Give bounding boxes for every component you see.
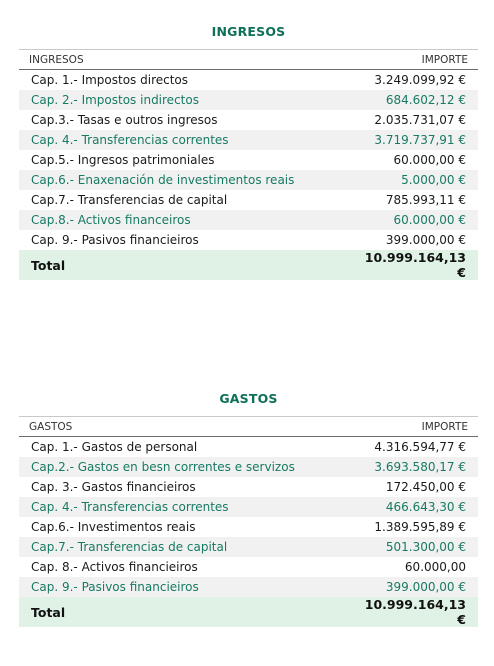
row-amount: 2.035.731,07 € — [349, 110, 478, 130]
row-label: Cap. 3.- Gastos financieiros — [19, 477, 349, 497]
row-amount: 172.450,00 € — [349, 477, 478, 497]
row-amount: 5.000,00 € — [349, 170, 478, 190]
row-label: Cap.7.- Transferencias de capital — [19, 190, 349, 210]
row-amount: 60.000,00 — [349, 557, 478, 577]
column-header-concept: GASTOS — [19, 417, 349, 437]
total-row — [19, 250, 478, 280]
row-amount: 501.300,00 € — [349, 537, 478, 557]
row-label: Cap.6.- Enaxenación de investimentos reais — [19, 170, 349, 190]
row-label: Cap. 2.- Impostos indirectos — [19, 90, 349, 110]
table-row — [19, 210, 478, 230]
row-amount: 1.389.595,89 € — [349, 517, 478, 537]
table-row — [19, 457, 478, 477]
table-header-row — [19, 417, 478, 437]
total-label: Total — [19, 597, 349, 627]
row-amount: 60.000,00 € — [349, 210, 478, 230]
total-label: Total — [19, 250, 349, 280]
total-amount: 10.999.164,13 € — [349, 250, 478, 280]
total-amount: 10.999.164,13 € — [349, 597, 478, 627]
table-row — [19, 190, 478, 210]
ingresos-table — [19, 49, 478, 280]
table-row — [19, 110, 478, 130]
row-amount: 466.643,30 € — [349, 497, 478, 517]
table-row — [19, 130, 478, 150]
row-label: Cap.5.- Ingresos patrimoniales — [19, 150, 349, 170]
table-row — [19, 497, 478, 517]
row-label: Cap. 9.- Pasivos financieiros — [19, 230, 349, 250]
row-amount: 399.000,00 € — [349, 577, 478, 597]
table-row — [19, 230, 478, 250]
gastos-table — [19, 416, 478, 627]
table-row — [19, 517, 478, 537]
table-row — [19, 557, 478, 577]
row-label: Cap. 4.- Transferencias correntes — [19, 130, 349, 150]
row-label: Cap. 4.- Transferencias correntes — [19, 497, 349, 517]
row-amount: 4.316.594,77 € — [349, 437, 478, 458]
row-label: Cap.8.- Activos financeiros — [19, 210, 349, 230]
table-row — [19, 70, 478, 91]
row-label: Cap. 8.- Activos financieiros — [19, 557, 349, 577]
ingresos-section — [19, 23, 478, 280]
table-row — [19, 577, 478, 597]
ingresos-title: INGRESOS — [211, 24, 286, 39]
table-row — [19, 170, 478, 190]
row-amount: 60.000,00 € — [349, 150, 478, 170]
gastos-section — [19, 390, 478, 627]
row-amount: 684.602,12 € — [349, 90, 478, 110]
row-label: Cap. 1.- Impostos directos — [19, 70, 349, 91]
column-header-importe: IMPORTE — [349, 50, 478, 70]
table-header-row — [19, 50, 478, 70]
gastos-title: GASTOS — [219, 391, 278, 406]
table-row — [19, 437, 478, 458]
table-row — [19, 150, 478, 170]
table-row — [19, 90, 478, 110]
row-label: Cap. 9.- Pasivos financieiros — [19, 577, 349, 597]
row-amount: 785.993,11 € — [349, 190, 478, 210]
row-label: Cap. 1.- Gastos de personal — [19, 437, 349, 458]
row-amount: 399.000,00 € — [349, 230, 478, 250]
row-label: Cap.3.- Tasas e outros ingresos — [19, 110, 349, 130]
row-amount: 3.719.737,91 € — [349, 130, 478, 150]
table-row — [19, 537, 478, 557]
column-header-concept: INGRESOS — [19, 50, 349, 70]
total-row — [19, 597, 478, 627]
row-label: Cap.7.- Transferencias de capital — [19, 537, 349, 557]
row-label: Cap.2.- Gastos en besn correntes e servizos — [19, 457, 349, 477]
table-row — [19, 477, 478, 497]
column-header-importe: IMPORTE — [349, 417, 478, 437]
row-amount: 3.693.580,17 € — [349, 457, 478, 477]
row-amount: 3.249.099,92 € — [349, 70, 478, 91]
row-label: Cap.6.- Investimentos reais — [19, 517, 349, 537]
